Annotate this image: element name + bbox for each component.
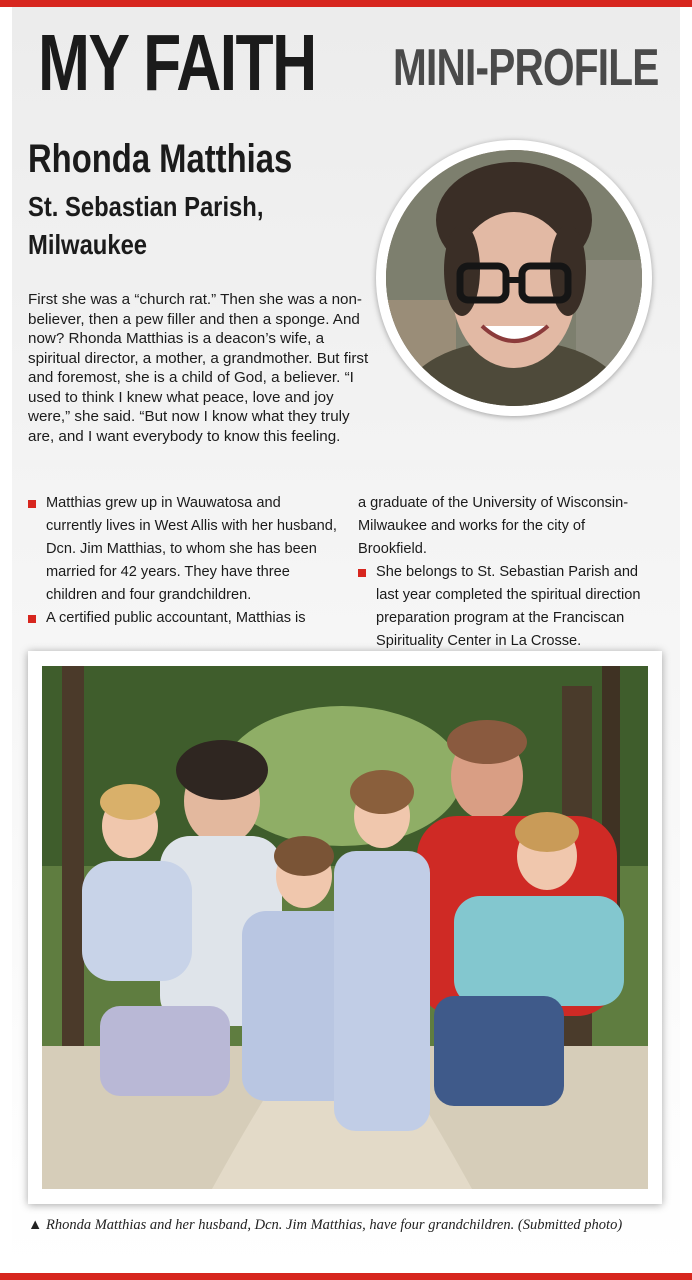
family-photo-illustration xyxy=(42,666,648,1189)
family-photo xyxy=(42,666,648,1189)
bullet-square-icon xyxy=(28,615,36,623)
bullet-text-1: Matthias grew up in Wauwatosa and currently lives in West Allis with her husband, Dcn. Jim Matthias, to whom she has been married for 42 years. They have three children and four grandchildren. xyxy=(46,495,337,603)
bottom-accent-bar xyxy=(0,1273,692,1280)
caption-text: Rhonda Matthias and her husband, Dcn. Jim Matthias, have four grandchildren. (Submitted photo) xyxy=(45,1217,623,1233)
profile-parish xyxy=(28,188,351,264)
page-header xyxy=(38,18,659,108)
intro-paragraph: First she was a “church rat.” Then she was a non-believer, then a pew filler and then a sponge. And now? Rhonda Matthias is a deacon’s wife, a spiritual director, a mother, a grandmother. But first and foremost, she is a child of God, a believer. “I used to think I knew what peace, love and joy were,” she said. “But now I know what they truly are, and I want everybody to know this feeling. xyxy=(28,291,369,445)
bullet-item-1 xyxy=(28,492,340,607)
bullet-text-2: A certified public accountant, Matthias is xyxy=(46,610,306,626)
family-photo-frame xyxy=(28,651,662,1204)
caption-triangle-icon: ▲ xyxy=(28,1217,43,1233)
profile-name: Rhonda Matthias xyxy=(28,137,293,181)
parish-line-2: Milwaukee xyxy=(28,229,148,260)
parish-line-1: St. Sebastian Parish, xyxy=(28,191,264,222)
portrait-photo xyxy=(376,140,652,416)
portrait-image xyxy=(386,150,642,406)
bullet-item-2-continued xyxy=(358,492,658,561)
photo-caption xyxy=(28,1216,668,1235)
portrait-illustration xyxy=(386,150,642,406)
header-subtitle: MINI-PROFILE xyxy=(393,39,659,97)
bullet-item-2 xyxy=(28,607,340,630)
bullet-text-2-continued: a graduate of the University of Wisconsin-Milwaukee and works for the city of Brookfield. xyxy=(358,495,629,557)
bullet-column-2 xyxy=(358,492,658,653)
bullet-column-1 xyxy=(28,492,340,630)
bullet-item-3 xyxy=(358,561,658,653)
top-accent-bar xyxy=(0,0,692,7)
header-title: MY FAITH xyxy=(38,18,316,107)
bullet-square-icon xyxy=(28,500,36,508)
bullet-square-icon xyxy=(358,569,366,577)
bullet-text-3: She belongs to St. Sebastian Parish and last year completed the spiritual direction preparation program at the Franciscan Spirituality Center in La Crosse. xyxy=(376,564,641,649)
